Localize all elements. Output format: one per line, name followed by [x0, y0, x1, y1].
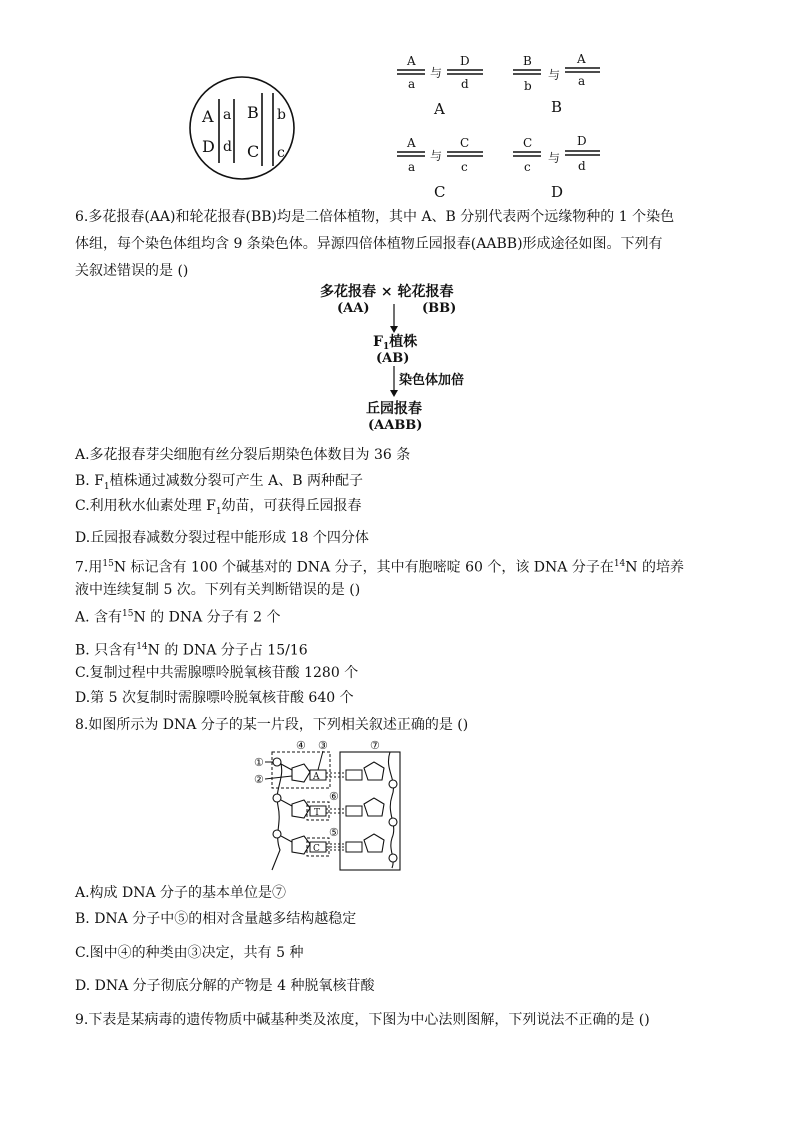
connector-text: 与	[548, 151, 561, 165]
option-caption: C	[434, 183, 446, 201]
label-5: ⑤	[329, 826, 339, 839]
label-2: ②	[254, 773, 264, 786]
flow-result-genotype: (AABB)	[368, 418, 423, 433]
left-backbone	[272, 760, 282, 870]
base-label: T	[314, 808, 321, 818]
connector-text: 与	[430, 149, 443, 163]
base-label: C	[313, 844, 320, 854]
q6-stem-line1: 6.多花报春(AA)和轮花报春(BB)均是二倍体植物，其中 A、B 分别代表两个远缘物种的 1 个染色	[75, 209, 675, 225]
gene-label: a	[223, 107, 232, 123]
option-caption: B	[551, 98, 563, 116]
cell-chromosome-figure	[187, 73, 297, 183]
q8-option-c: C.图中④的种类由③决定，共有 5 种	[75, 945, 304, 961]
base-rect	[346, 842, 362, 852]
connector-text: 与	[548, 68, 561, 82]
sugar-pentagon	[364, 762, 384, 780]
q6-flow-diagram	[310, 282, 510, 432]
sugar-pentagon	[364, 798, 384, 816]
flow-arrow-head	[390, 326, 398, 333]
label-3: ③	[318, 739, 328, 752]
option-b-figure	[513, 52, 600, 116]
dna-fragment-diagram	[252, 738, 422, 873]
pointer-line	[265, 776, 292, 779]
base-label: A	[313, 772, 320, 782]
q8-option-b: B. DNA 分子中⑤的相对含量越多结构越稳定	[75, 911, 357, 927]
flow-arrow-head	[390, 390, 398, 397]
q6-stem-line3: 关叙述错误的是 ()	[75, 263, 189, 279]
label-6: ⑥	[329, 790, 339, 803]
phosphate-circle	[389, 818, 397, 826]
gene-label: A	[407, 54, 416, 68]
gene-label: b	[277, 107, 286, 123]
flow-parent-right-genotype: (BB)	[422, 301, 457, 316]
gene-label: B	[247, 103, 259, 122]
gene-label: A	[407, 136, 416, 150]
gene-label: C	[460, 136, 470, 150]
q8-option-a: A.构成 DNA 分子的基本单位是⑦	[75, 885, 287, 901]
gene-label: d	[223, 139, 232, 155]
label-1: ①	[254, 756, 264, 769]
q6-option-c: C.利用秋水仙素处理 $F_1$幼苗，可获得丘园报春	[75, 498, 362, 517]
sugar-pentagon	[364, 834, 384, 852]
option-caption: D	[551, 183, 564, 201]
flow-f1: $F_1$植株	[373, 334, 418, 352]
phosphate-circle	[273, 830, 281, 838]
gene-label: D	[577, 134, 587, 148]
bond-line	[281, 764, 292, 770]
label-4: ④	[296, 739, 306, 752]
option-a-figure	[397, 54, 483, 118]
label-7: ⑦	[370, 739, 380, 752]
q8-option-d: D. DNA 分子彻底分解的产物是 4 种脱氧核苷酸	[75, 978, 375, 994]
gene-label: A	[202, 107, 214, 126]
option-c-figure	[397, 136, 483, 201]
cell-outline	[190, 77, 294, 179]
gene-label: c	[524, 160, 531, 174]
gene-label: C	[247, 142, 260, 161]
gene-label: D	[202, 137, 215, 156]
q7-option-d: D.第 5 次复制时需腺嘌呤脱氧核苷酸 640 个	[75, 690, 354, 706]
q6-option-d: D.丘园报春减数分裂过程中能形成 18 个四分体	[75, 530, 369, 546]
gene-label: C	[523, 136, 533, 150]
flow-step-label: 染色体加倍	[399, 373, 465, 388]
bond-line	[281, 800, 292, 806]
options-chromosome-figure	[395, 52, 625, 202]
q6-option-a: A.多花报春芽尖细胞有丝分裂后期染色体数目为 36 条	[75, 447, 411, 463]
gene-label: d	[461, 77, 469, 91]
base-rect	[346, 770, 362, 780]
bond-line	[281, 836, 292, 842]
connector-text: 与	[430, 66, 443, 80]
base-rect	[346, 806, 362, 816]
gene-label: A	[577, 52, 586, 66]
sugar-pentagon	[292, 764, 310, 782]
q6-option-b: B. $F_1$植株通过减数分裂可产生 A、B 两种配子	[75, 473, 363, 492]
q7-stem-line2: 液中连续复制 5 次。下列有关判断错误的是 ()	[75, 582, 361, 598]
q8-stem: 8.如图所示为 DNA 分子的某一片段，下列相关叙述正确的是 ()	[75, 717, 469, 733]
phosphate-circle	[389, 854, 397, 862]
option-d-figure	[513, 134, 600, 201]
q7-option-a: A. 含有$^{15}$N 的 DNA 分子有 2 个	[75, 609, 281, 626]
gene-label: a	[408, 160, 416, 174]
flow-f1-genotype: (AB)	[376, 351, 410, 366]
gene-label: D	[460, 54, 470, 68]
gene-label: a	[578, 74, 586, 88]
flow-parents: 多花报春 × 轮花报春	[320, 284, 454, 300]
gene-label: B	[523, 54, 532, 68]
flow-parent-left-genotype: (AA)	[337, 301, 370, 316]
flow-result: 丘园报春	[366, 401, 422, 417]
q7-option-c: C.复制过程中共需腺嘌呤脱氧核苷酸 1280 个	[75, 665, 359, 681]
gene-label: a	[408, 77, 416, 91]
q6-stem-line2: 体组，每个染色体组均含 9 条染色体。异源四倍体植物丘园报春(AABB)形成途径如图。下列有	[75, 236, 663, 252]
gene-label: c	[461, 160, 468, 174]
pointer-line	[318, 751, 323, 770]
gene-label: d	[578, 159, 586, 173]
phosphate-circle	[389, 780, 397, 788]
phosphate-circle	[273, 758, 281, 766]
right-backbone	[388, 752, 393, 868]
gene-label: c	[277, 145, 285, 161]
q7-stem-line1: 7.用$^{15}$N 标记含有 100 个碱基对的 DNA 分子，其中有胞嘧啶 60 个，该 DNA 分子在$^{14}$N 的培养	[75, 559, 684, 576]
option-caption: A	[434, 100, 445, 118]
phosphate-circle	[273, 794, 281, 802]
gene-label: b	[524, 79, 532, 93]
q7-option-b: B. 只含有$^{14}$N 的 DNA 分子占 15/16	[75, 642, 308, 659]
q9-stem: 9.下表是某病毒的遗传物质中碱基种类及浓度，下图为中心法则图解，下列说法不正确的是 ()	[75, 1012, 650, 1028]
